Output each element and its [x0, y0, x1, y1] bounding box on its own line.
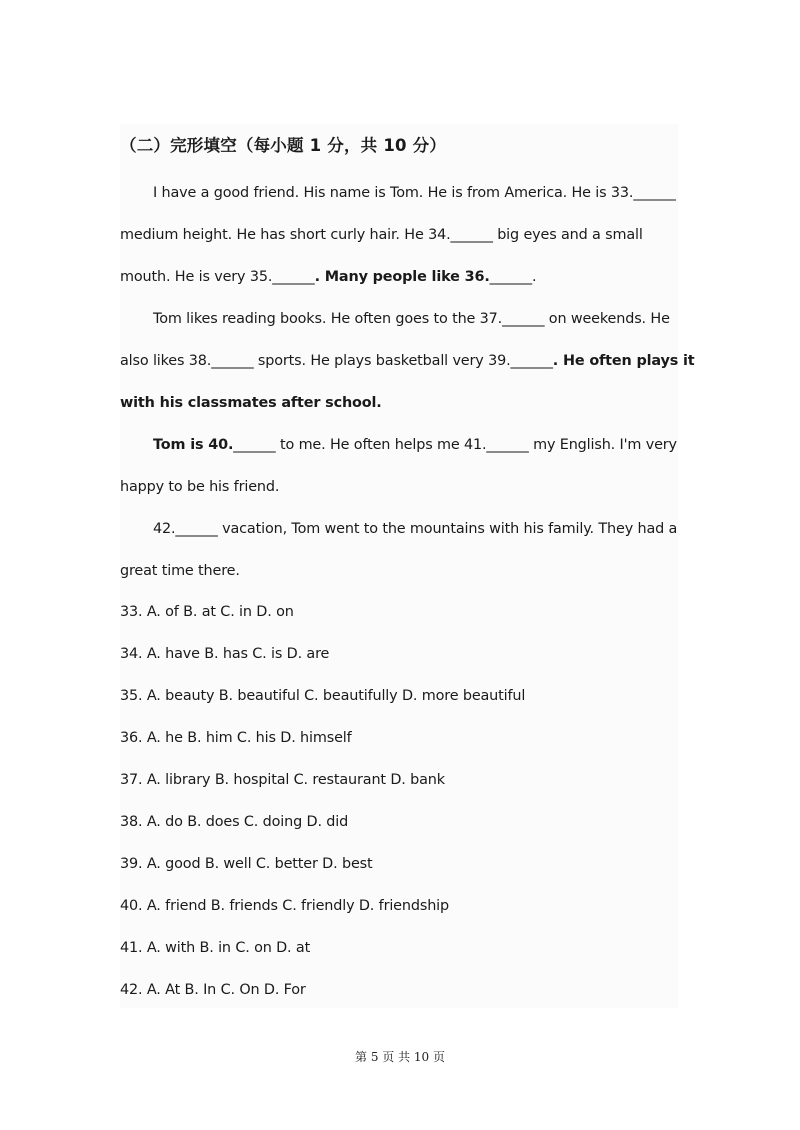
section-title: （二）完形填空（每小题 1 分，共 10 分）	[120, 136, 447, 155]
page-footer: 第 5 页 共 10 页	[355, 1050, 445, 1064]
passage-line	[153, 308, 670, 330]
option-line-37: 37. A. library B. hospital C. restaurant D. bank	[120, 772, 445, 788]
option-line-39: 39. A. good B. well C. better D. best	[120, 856, 373, 872]
page-content	[120, 124, 695, 1008]
passage-text: also likes 38.______ sports. He plays basketball very 39.______	[120, 353, 553, 369]
passage-line	[120, 392, 382, 414]
option-line-34: 34. A. have B. has C. is D. are	[120, 646, 330, 662]
option-line-35: 35. A. beauty B. beautiful C. beautifully D. more beautiful	[120, 688, 526, 704]
passage-line	[120, 560, 240, 582]
passage-text: medium height. He has short curly hair. He 34.______ big eyes and a small	[120, 227, 643, 243]
passage-text: Tom likes reading books. He often goes to the 37.______ on weekends. He	[153, 311, 670, 327]
passage-line	[153, 182, 676, 204]
passage-text: great time there.	[120, 563, 240, 579]
passage-line	[120, 224, 643, 246]
option-line-38: 38. A. do B. does C. doing D. did	[120, 814, 349, 830]
passage-text: happy to be his friend.	[120, 479, 280, 495]
passage-text: mouth. He is very 35.______	[120, 269, 315, 285]
passage-text: ______.	[489, 269, 537, 285]
passage-line	[120, 266, 536, 288]
option-line-33: 33. A. of B. at C. in D. on	[120, 604, 294, 620]
passage-text: 42.______ vacation, Tom went to the mountains with his family. They had a	[153, 521, 678, 537]
passage-bold-text: Tom is 40.	[153, 437, 234, 453]
passage-text: I have a good friend. His name is Tom. He is from America. He is 33.______	[153, 185, 676, 201]
passage-text: ______ to me. He often helps me 41.______ my English. I'm very	[233, 437, 677, 453]
passage-bold-text: . He often plays it	[552, 353, 695, 369]
passage-bold-text: . Many people like 36.	[314, 269, 490, 285]
option-line-40: 40. A. friend B. friends C. friendly D. friendship	[120, 898, 449, 914]
option-line-36: 36. A. he B. him C. his D. himself	[120, 730, 352, 746]
passage-line	[153, 518, 677, 540]
passage-line	[153, 434, 677, 456]
option-line-41: 41. A. with B. in C. on D. at	[120, 940, 311, 956]
passage-line	[120, 476, 279, 498]
option-line-42: 42. A. At B. In C. On D. For	[120, 982, 306, 998]
passage-line	[120, 350, 695, 372]
passage-bold-text: with his classmates after school.	[120, 395, 382, 411]
